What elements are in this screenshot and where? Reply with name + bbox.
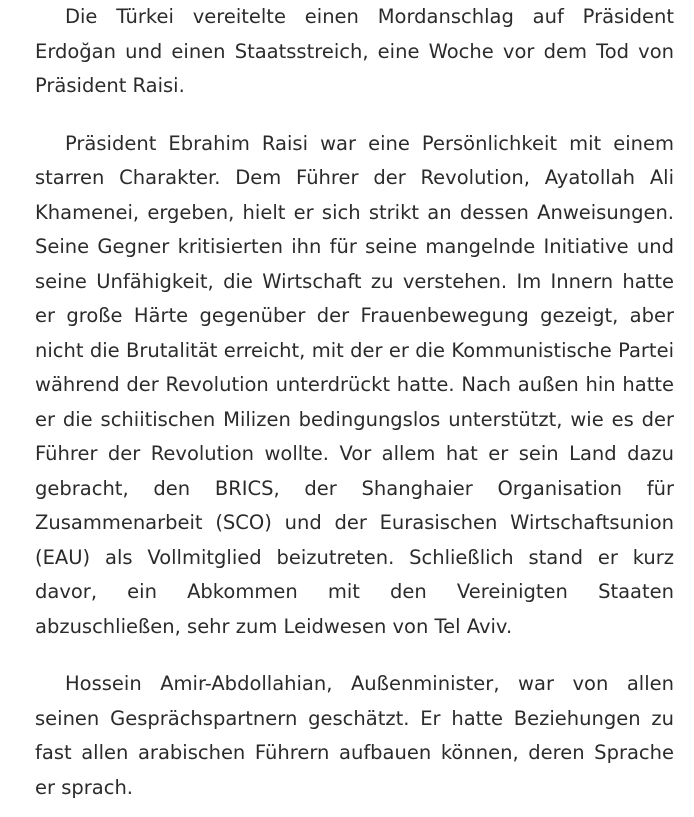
paragraph-raisi-character: Präsident Ebrahim Raisi war eine Persönlichkeit mit einem starren Charakter. Dem Führer der Revolution, Ayatollah Ali Khamenei, ergeben, hielt er sich strikt an dessen Anweisungen. Seine Gegner kritisierten ihn für seine mangelnde Initiative und seine Unfähigkeit, die Wirtschaft zu verstehen. Im Innern hatte er große Härte gegenüber der Frauenbewegung gezeigt, aber nicht die Brutalität erreicht, mit der er die Kommunistische Partei während der Revolution unterdrückt hatte. Nach außen hin hatte er die schiitischen Milizen bedingungslos unterstützt, wie es der Führer der Revolution wollte. Vor allem hat er sein Land dazu gebracht, den BRICS, der Shanghaier Organisation für Zusammenarbeit (SCO) und der Eurasischen Wirtschaftsunion (EAU) als Vollmitglied beizutreten. Schließlich stand er kurz davor, ein Abkommen mit den Vereinigten Staaten abzuschließen, sehr zum Leidwesen von Tel Aviv. <box>35 131 674 638</box>
paragraph-turkey-coup: Die Türkei vereitelte einen Mordanschlag auf Präsident Erdoğan und einen Staatsstreich, eine Woche vor dem Tod von Präsident Raisi. <box>35 5 674 97</box>
paragraph-amir-abdollahian: Hossein Amir-Abdollahian, Außenminister, war von allen seinen Gesprächspartnern geschätzt. Er hatte Beziehungen zu fast allen arabischen Führern aufbauen können, deren Sprache er sprach. <box>35 672 674 799</box>
